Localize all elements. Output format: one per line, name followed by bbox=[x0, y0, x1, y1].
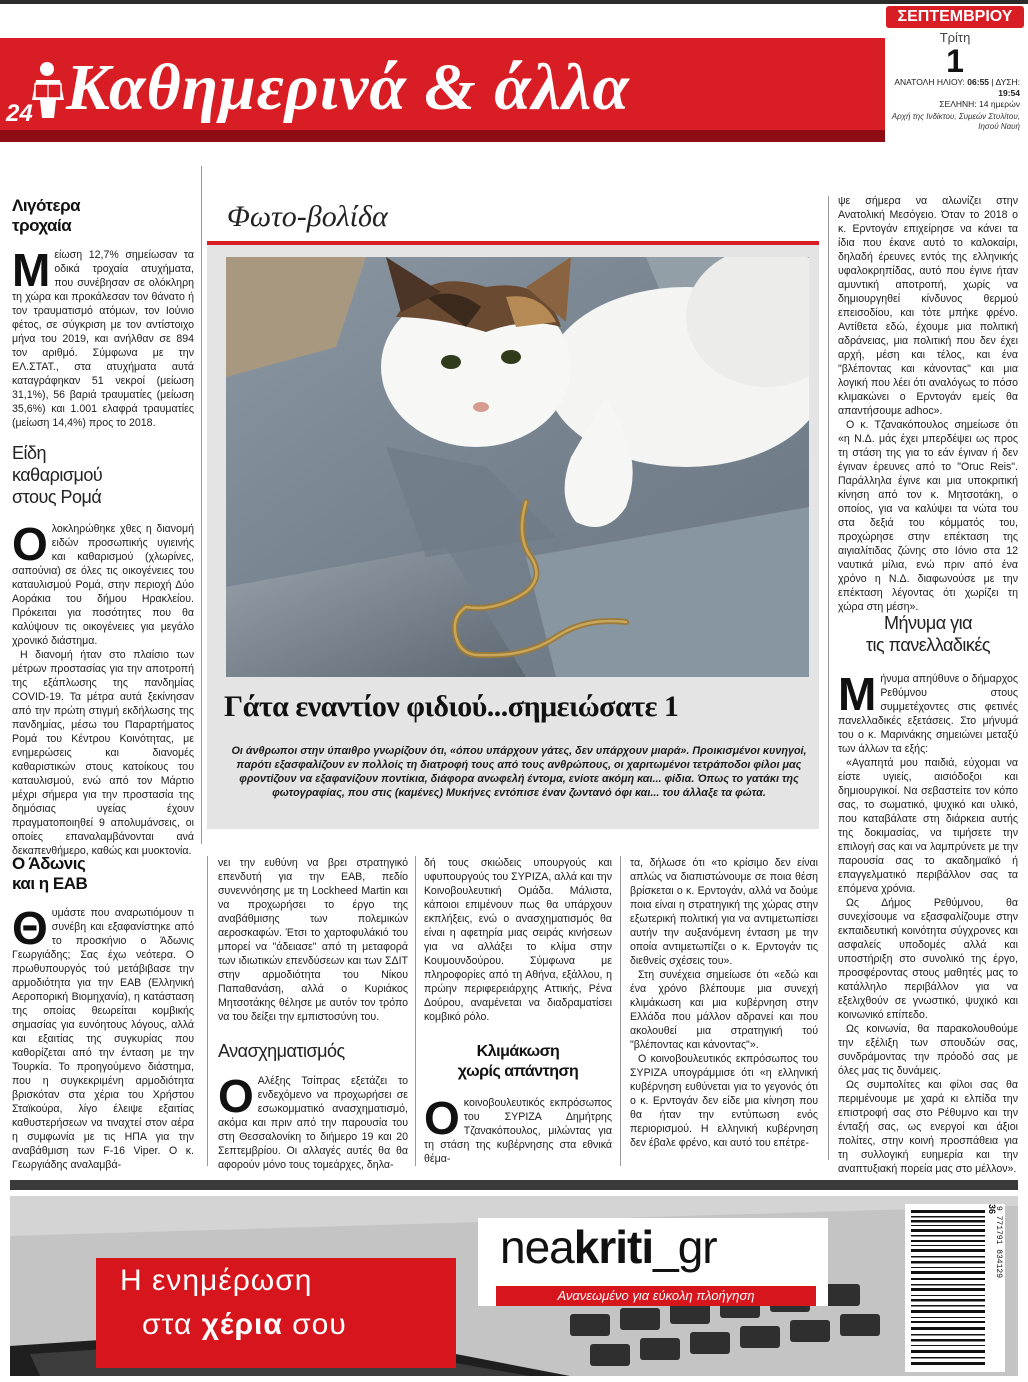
story-escalation-cont-3: Ο κοινοβουλευτικός εκπρόσωπος του ΣΥΡΙΖΑ υπογράμμισε ότι «η ελληνική κυβέρνηση ευθύνεται για το γεγονός ότι ο κ. Ερντογάν δεν είδε μια κίνηση που θα ήταν την εντύπωση ενός περιορισμού. Η ελληνική κυβέρνηση δεν έβαλε φρένο, και αυτό του επέτρε- bbox=[630, 1053, 818, 1149]
column-divider bbox=[207, 856, 208, 1166]
photo-feature-caption: Οι άνθρωποι στην ύπαιθρο γνωρίζουν ότι, «όπου υπάρχουν γάτες, δεν υπάρχουν μιαρά». Προικισμένοι κυνηγοί, παρότι εξασφαλίζουν εν πολλοίς τη διατροφή τους από τους ανθρώπους, οι χαριτωμένοι τετράποδοι φίλοι μας φροντίζουν να εξαφανίζουν ποντίκια, διάφορα ανωφελή έντομα, ενίοτε ακόμη και... φίδια. Όπως το γατάκι της φωτογραφίας, που στις (καμένες) Μυκήνες εντόπισε έναν ζωντανό όφι και... του άλλαξε τα φώτα. bbox=[231, 745, 807, 799]
barcode-icon bbox=[911, 1210, 985, 1366]
story-reshuffle-cont: δή τους σκιώδεις υπουργούς και υφυπουργούς του ΣΥΡΙΖΑ, αλλά και την Κοινοβουλευτική Ομάδα. Μάλιστα, κάποιοι επιμένουν πως θα υπάρχουν εκπλήξεις, ενώ ο ανασχηματισμός θα είναι η αφετηρία μιας σειράς κινήσεων για να αλλάξει το κλίμα στην Κουμουνδούρου. Σύμφωνα με πληροφορίες από τη Αθήνα, εξάλλου, η πρώην περιφερειάρχης Αττικής, Ρένα Δούρου, αναμένεται να διαδραματίσει κομβικό ρόλο. bbox=[424, 857, 612, 1023]
sun-times: ΑΝΑΤΟΛΗ ΗΛΙΟΥ: 06:55 | ΔΥΣΗ: 19:54 bbox=[894, 77, 1020, 98]
moon-age: ΣΕΛΗΝΗ: 14 ημερών bbox=[939, 99, 1020, 109]
top-rule bbox=[0, 0, 1028, 4]
story-accidents bbox=[12, 196, 194, 430]
reader-figure-icon bbox=[30, 60, 68, 120]
column-divider bbox=[201, 166, 202, 844]
cat-and-snake-photo bbox=[226, 257, 809, 677]
advert-line-1: Η ενημέρωση bbox=[120, 1264, 313, 1297]
column-divider bbox=[620, 856, 621, 1166]
story-adonis-col4 bbox=[630, 856, 818, 1150]
story-escalation-cont-1: τα, δήλωσε ότι «το κρίσιμο δεν είναι απλώς να διαπιστώνουμε σε ποια θέση βρίσκεται ο κ. Ερντογάν, αλλά να δούμε ποια είναι η στρατηγική της χώρας στην εξωτερική πολιτική για να αντιμετωπίσει αυτήν την αυξανόμενη ένταση με την οποία αντιμετωπίζει ο κ. Ερντογάν τις διεθνείς σχέσεις του». bbox=[630, 857, 818, 967]
story-accidents-headline: Λιγότερα τροχαία bbox=[12, 196, 81, 235]
story-escalation-body: Οκοινοβουλευτικός εκπρόσωπος του ΣΥΡΙΖΑ Δημήτρης Τζανακόπουλος, μιλώντας για τη στάση της κυβέρνησης στα εθνικά θέμα- bbox=[424, 1092, 612, 1165]
story-reshuffle-body: Ο Αλέξης Τσίπρας εξετάζει το ενδεχόμενο να προχωρήσει σε εσωκομματικό ανασχηματισμό, ακόμα και πριν από την παρουσία του στη Θεσσαλονίκη το διήμερο 19 και 20 Σεπτεμβρίου. Οι αλλαγές αυτές θα θα αφορούν μόνο τους τομεάρχες, δηλα- bbox=[218, 1070, 408, 1171]
subhead-escalation: Κλιμάκωση χωρίς απάντηση bbox=[457, 1043, 579, 1080]
story-adonis-col2-text: νει την ευθύνη να βρει στρατηγικό επενδυτή για την ΕΑΒ, πεδίο συνεννόησης με τη Lockheed Martin και να προχωρήσει το έργο της αναβάθμισης των πολεμικών αεροσκαφών. Έτσι το χαρτοφυλάκιό του μπορεί να "άδειασε" από τη μεταφορά των ιδιωτικών επενδύσεων και των ΣΔΙΤ στην αρμοδιότητα του Νίκου Παπαθανάση, αλλά ο Κυριάκος Μητσοτάκης θέλησε με αυτόν τον τρόπο να του δείξει την εμπιστοσύνη του. bbox=[218, 857, 408, 1023]
story-greek-turkish-continued bbox=[838, 194, 1018, 614]
story-adonis-headline: Ο Άδωνις και η ΕΑΒ bbox=[12, 854, 88, 893]
date-box bbox=[886, 6, 1024, 140]
date-weekday: Τρίτη bbox=[939, 30, 971, 45]
story-exams-body-4: Ως κοινωνία, θα παρακολουθούμε την εξέλιξη των σπουδών σας, συνδράμοντας την πρόοδό σας με όλες μας τις δυνάμεις. bbox=[838, 1023, 1018, 1077]
saints-of-day: Αρχή της Ινδίκτου, Συμεών Στυλίτου, Ιησού Ναυή bbox=[891, 112, 1020, 131]
subhead-reshuffle: Ανασχηματισμός bbox=[218, 1041, 345, 1061]
story-adonis-col1 bbox=[12, 854, 194, 1172]
story-exams-message bbox=[838, 612, 1018, 1176]
story-escalation-cont-2: Στη συνέχεια σημείωσε ότι «εδώ και ένα χρόνο βλέπουμε μια συνεχή κλιμάκωση και μια κυβέρνηση στην Ελλάδα που μάλλον αδρανεί και που ακολουθεί μια στρατηγική τού "βλέποντας και κάνοντας"». bbox=[630, 969, 818, 1051]
story-adonis-col2 bbox=[218, 856, 408, 1172]
story-exams-body-2: «Αγαπητά μου παιδιά, εύχομαι να είστε υγιείς, αισιόδοξοι και δημιουργικοί. Να σεβαστείτε τον κόπο σας, το σωματικό, ψυχικό και υλικό, που καταβάλατε στη διάρκεια αυτής της δοκιμασίας, να τιμήσετε την επιλογή σας και να λαμπρύνετε με την παρουσία σας το ακαδημαϊκό ή επαγγελματικό περιβάλλον σας τα επόμενα χρόνια. bbox=[838, 757, 1018, 895]
date-month: ΣΕΠΤΕΜΒΡΙΟΥ bbox=[886, 6, 1024, 28]
story-exams-headline: Μήνυμα για τις πανελλαδικές bbox=[865, 613, 991, 655]
continued-text: ψε σήμερα να αλωνίζει στην Ανατολική Μεσόγειο. Όταν το 2018 ο κ. Ερντογάν επιχείρησε να κάνει τα ίδια που έκανε αυτό το καλοκαίρι, δηλαδή έρευνες εντός της ελληνικής υφαλοκρηπίδας, αυτό που έγινε ήταν αμυντική αποτροπή, χωρίς να δημιουργηθεί κίνδυνος θερμού επεισοδίου, και τότε μπήκε φρένο. Αντίθετα εδώ, έχουμε μια πολιτική αδράνειας, μια πολιτική που δεν έχει αρχή, μέση και τέλος, και ένα "βλέποντας και κάνοντας" και μια λογική που λέει ότι αναλόγως το πόσο κλιμακώνει ο Ερντογάν εμείς θα απαντήσουμε adhoc». bbox=[838, 195, 1018, 417]
story-exams-body-1: Μήνυμα απηύθυνε ο δήμαρχος Ρεθύμνου στους συμμετέχοντες στις φετινές πανελλαδικές εξετάσεις. Στο μήνυμά του ο κ. Μαρινάκης σημειώνει μεταξύ των άλλων τα εξής: bbox=[838, 668, 1018, 755]
page-number: 24 bbox=[6, 100, 33, 127]
story-accidents-body: Μείωση 12,7% σημείωσαν τα οδικά τροχαία ατυχήματα, που συνέβησαν σε ολόκληρη τη χώρα και προκάλεσαν τον θάνατο ή τον τραυματισμό ατόμων, τον Ιούνιο φέτος, σε σύγκριση με τον αντίστοιχο μήνα του 2019, και ανήλθαν σε 894 τον αριθμό. Σύμφωνα με την ΕΛ.ΣΤΑΤ., στα ατυχήματα αυτά καταγράφηκαν 51 νεκροί (μείωση 31,1%), 56 βαριά τραυματίες (μείωση 35,6%) και 1.001 ελαφρά τραυματίες (μείωση 14,4%) προς το 2018. bbox=[12, 244, 194, 429]
story-exams-body-5: Ως συμπολίτες και φίλοι σας θα περιμένουμε με χαρά κι ελπίδα την επιστροφή σας στο Ρέθυμνο και την ένταξή σας, ως ενεργοί και άξιοι πολίτες, στην κοινή προσπάθεια για τη συλλογική ευημερία και την αναπτυξιακή πορεία μας στο μέλλον». bbox=[838, 1079, 1018, 1175]
story-roma-headline: Είδη καθαρισμού στους Ρομά bbox=[12, 443, 103, 507]
barcode bbox=[905, 1204, 1005, 1372]
neakriti-advert[interactable] bbox=[10, 1196, 1018, 1376]
column-divider bbox=[415, 856, 416, 1166]
story-exams-body-3: Ως Δήμος Ρεθύμνου, θα συνεχίσουμε να εξασφαλίζουμε στην εκπαιδευτική κοινότητα σύγχρονες και ασφαλείς υποδομές αλλά και υποστήριξη στο συνολικό της έργο, προσφέροντας στους μαθητές μας το κατάλληλο περιβάλλον για να εξελιχθούν σε γνωστικό, ψυχικό και κοινωνικό επίπεδο. bbox=[838, 897, 1018, 1021]
advert-tagline: Ανανεωμένο για εύκολη πλοήγηση bbox=[496, 1286, 816, 1306]
story-roma-body-1: Ολοκληρώθηκε χθες η διανομή ειδών προσωπικής υγιεινής και καθαρισμού (χλωρίνες, σαπούνια) σε όλες τις οικογένειες του καταυλισμού Ρομά, στην περιοχή Δύο Αοράκια του δήμου Ηρακλείου. Πρόκειται για ποσότητες που θα καλύψουν τις οικογένειες για μεγάλο χρονικό διάστημα. bbox=[12, 518, 194, 647]
neakriti-logo[interactable]: neakriti_gr bbox=[500, 1221, 717, 1273]
date-day: 1 bbox=[946, 43, 964, 79]
masthead-stripe bbox=[0, 130, 885, 142]
advert-line-2: στα χέρια σου bbox=[142, 1308, 347, 1341]
column-divider bbox=[828, 196, 829, 1160]
story-roma-body-2: Η διανομή ήταν στο πλαίσιο των μέτρων προστασίας για την αποτροπή της εξάπλωσης της πανδημίας COVID-19. Τα μέτρα αυτά ξεκίνησαν από την πρώτη στιγμή εκδήλωσης της πανδημίας, μέσω του Παραρτήματος Ρομά του Κέντρου Κοινότητας, με ενημερώσεις και διανομές καθαριστικών στους κατοίκους του καταυλισμού, ενώ από τον Μάρτιο μέχρι σήμερα για την προστασία της δημόσιας υγείας έχουν πραγματοποιηθεί 9 απολυμάνσεις, οι οποίες επαναλαμβάνονται ανά δεκαπενθήμερο, καθώς και μυοκτονία. bbox=[12, 649, 194, 857]
story-adonis-body: Θυμάστε που αναρωτιόμουν τι συνέβη και εξαφανίστηκε από το προσκήνιο ο Άδωνις Γεωργιάδης; Σας έχω νεότερα. Ο πρωθυπουργός τού μετάβιβασε την αρμοδιότητα για την ΕΑΒ (Ελληνική Αεροπορική Βιομηχανία), η κατάσταση της οποίας θεωρείται κομβικής σημασίας για ευνόητους λόγους, αλλά και εξαιτίας της συγκυρίας που καθορίζεται από την ένταση με την Τουρκία. Το προηγούμενο διάστημα, που η συγκεκριμένη αρμοδιότητα βρισκόταν στα χέρια του Χρήστου Σταϊκούρα, λίγο έλειψε εξαιτίας καθυστερήσεων να τιναχτεί στον αέρα η συμφωνία με τις ΗΠΑ για την αναβάθμιση των F-16 Viper. Ο κ. Γεωργιάδης αναλαμβά- bbox=[12, 902, 194, 1171]
issue-code: 36 bbox=[987, 1204, 997, 1215]
barcode-number: 9 771791 834129 bbox=[994, 1206, 1003, 1279]
story-roma bbox=[12, 442, 194, 858]
photo-feature-tab-title: Φωτο-βολίδα bbox=[227, 200, 388, 233]
story-adonis-col3 bbox=[424, 856, 612, 1166]
advert-rule bbox=[10, 1180, 1018, 1190]
photo-feature-headline: Γάτα εναντίον φιδιού...σημειώσατε 1 bbox=[224, 690, 679, 723]
continued-text-2: Ο κ. Τζανακόπουλος σημείωσε ότι «η Ν.Δ. μάς έχει μπερδέψει ως προς τη στάση της για το εάν έγιναν ή δεν έγιναν έρευνες από το "Oruc Reis". Παράλληλα έγινε και μια υποκριτική κίνηση από τον κ. Μητσοτάκη, ο οποίος, για να καλύψει τα νώτα του στα δεξιά του κόμματός του, προχώρησε στην επέκταση της αιγιαλίτιδας ζώνης στο Ιόνιο στα 12 ναυτικά μίλια, ενώ πριν από ένα χρόνο η Ν.Δ. διαφωνούσε με την επέκταση λέγοντας ότι χωρίζει τη χώρα στη μέση». bbox=[838, 419, 1018, 613]
section-title: Καθημερινά & άλλα bbox=[66, 51, 630, 124]
